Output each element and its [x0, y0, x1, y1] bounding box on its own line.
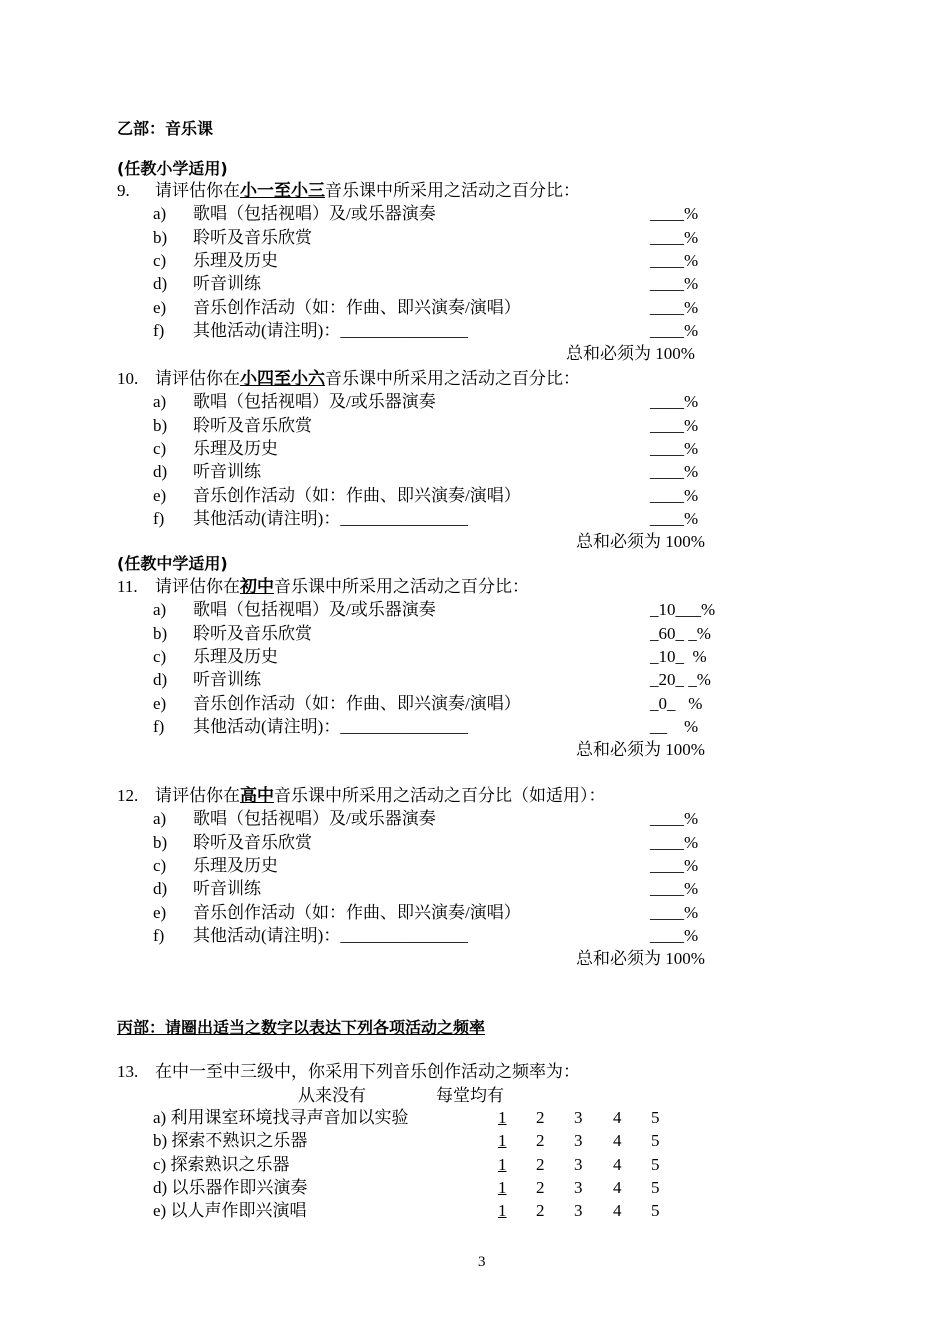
- activity-label: 聆听及音乐欣赏: [193, 832, 312, 852]
- scale-option-2[interactable]: 2: [536, 1177, 545, 1197]
- question-prefix: 请评估你在: [155, 369, 240, 388]
- item-letter: c): [153, 438, 167, 458]
- scale-option-5[interactable]: 5: [651, 1177, 660, 1197]
- activity-label: 歌唱（包括视唱）及/或乐器演奏: [193, 809, 436, 829]
- scale-low-label: 从来没有: [298, 1086, 366, 1105]
- question-number: 9.: [117, 181, 130, 200]
- activity-label: 音乐创作活动（如：作曲、即兴演奏/演唱）: [193, 297, 521, 317]
- percent-answer[interactable]: ____%: [650, 392, 699, 412]
- activity-label: 其他活动(请注明)：_______________: [193, 320, 468, 340]
- item-letter: e): [153, 693, 167, 713]
- scale-option-3[interactable]: 3: [574, 1131, 583, 1151]
- question-suffix: 音乐课中所采用之活动之百分比：: [274, 577, 529, 596]
- percent-answer[interactable]: ____%: [650, 297, 699, 317]
- question-number: 12.: [117, 786, 139, 805]
- item-letter: a): [153, 600, 167, 620]
- percent-answer[interactable]: ____%: [650, 204, 699, 224]
- grade-level: 高中: [240, 786, 274, 806]
- question-4-stem: [117, 785, 606, 807]
- scale-option-1[interactable]: 1: [498, 1108, 507, 1127]
- activity-label: 音乐创作活动（如：作曲、即兴演奏/演唱）: [193, 485, 521, 505]
- item-letter: b): [153, 415, 168, 435]
- percent-answer[interactable]: _60_ _%: [650, 623, 711, 643]
- item-letter: d): [153, 879, 168, 899]
- question-suffix: 音乐课中所采用之活动之百分比（如适用）：: [274, 786, 606, 805]
- item-letter: c): [153, 855, 167, 875]
- percent-answer[interactable]: ____%: [650, 508, 699, 528]
- item-letter: f): [153, 508, 165, 528]
- section-c-title: 丙部：请圈出适当之数字以表达下列各项活动之频率: [117, 1018, 486, 1037]
- item-letter: a): [153, 392, 167, 412]
- percent-answer[interactable]: ____%: [650, 320, 699, 340]
- activity-label: 乐理及历史: [193, 646, 278, 666]
- scale-option-3[interactable]: 3: [574, 1177, 583, 1197]
- scale-option-4[interactable]: 4: [613, 1131, 622, 1151]
- section-b-title: 乙部：音乐课: [117, 119, 214, 138]
- item-letter: b): [153, 227, 168, 247]
- percent-answer[interactable]: ____%: [650, 832, 699, 852]
- scale-option-3[interactable]: 3: [574, 1201, 583, 1221]
- percent-answer[interactable]: ____%: [650, 462, 699, 482]
- activity-label: 其他活动(请注明)：_______________: [193, 925, 468, 945]
- item-letter: f): [153, 320, 165, 340]
- page-number: 3: [478, 1254, 486, 1270]
- activity-label: 聆听及音乐欣赏: [193, 227, 312, 247]
- question-3-stem: [117, 576, 529, 598]
- item-letter: f): [153, 925, 165, 945]
- item-letter: a): [153, 204, 167, 224]
- frequency-item: b) 探索不熟识之乐器: [153, 1131, 308, 1151]
- q13-number: 13.: [117, 1062, 139, 1081]
- activity-label: 歌唱（包括视唱）及/或乐器演奏: [193, 392, 436, 412]
- percent-answer[interactable]: ____%: [650, 879, 699, 899]
- scale-option-1[interactable]: 1: [498, 1154, 507, 1174]
- item-letter: b): [153, 832, 168, 852]
- percent-answer[interactable]: ____%: [650, 809, 699, 829]
- activity-label: 音乐创作活动（如：作曲、即兴演奏/演唱）: [193, 902, 521, 922]
- percent-answer[interactable]: ____%: [650, 274, 699, 294]
- scale-high-label: 每堂均有: [436, 1086, 504, 1105]
- grade-level: 初中: [240, 577, 274, 597]
- scale-option-2[interactable]: 2: [536, 1131, 545, 1151]
- grade-level: 小一至小三: [240, 181, 325, 201]
- frequency-item: c) 探索熟识之乐器: [153, 1154, 290, 1174]
- percent-answer[interactable]: _10_ %: [650, 646, 707, 666]
- activity-label: 聆听及音乐欣赏: [193, 415, 312, 435]
- question-prefix: 请评估你在: [155, 577, 240, 596]
- item-letter: d): [153, 670, 168, 690]
- percent-answer[interactable]: __ %: [650, 716, 699, 736]
- scale-option-1[interactable]: 1: [498, 1131, 507, 1151]
- question-2-stem: [117, 368, 580, 390]
- scale-option-4[interactable]: 4: [613, 1201, 622, 1221]
- activity-label: 其他活动(请注明)：_______________: [193, 508, 468, 528]
- question-number: 10.: [117, 369, 139, 388]
- percent-answer[interactable]: _0_ %: [650, 693, 703, 713]
- primary-note: (任教小学适用): [117, 159, 228, 178]
- activity-label: 乐理及历史: [193, 438, 278, 458]
- item-letter: b): [153, 623, 168, 643]
- grade-level: 小四至小六: [240, 369, 325, 389]
- percent-answer[interactable]: ____%: [650, 438, 699, 458]
- activity-label: 听音训练: [193, 879, 261, 899]
- activity-label: 乐理及历史: [193, 250, 278, 270]
- scale-option-5[interactable]: 5: [651, 1154, 660, 1174]
- scale-option-4[interactable]: 4: [613, 1154, 622, 1174]
- activity-label: 歌唱（包括视唱）及/或乐器演奏: [193, 204, 436, 224]
- question-prefix: 请评估你在: [155, 181, 240, 200]
- scale-option-3[interactable]: 3: [574, 1108, 583, 1127]
- percent-answer[interactable]: ____%: [650, 415, 699, 435]
- secondary-note: (任教中学适用): [117, 554, 228, 573]
- percent-answer[interactable]: _20_ _%: [650, 670, 711, 690]
- frequency-item: e) 以人声作即兴演唱: [153, 1201, 307, 1221]
- question-1-stem: [117, 180, 580, 202]
- item-letter: d): [153, 274, 168, 294]
- scale-option-5[interactable]: 5: [651, 1131, 660, 1151]
- percent-answer[interactable]: ____%: [650, 250, 699, 270]
- question-number: 11.: [117, 577, 138, 596]
- activity-label: 音乐创作活动（如：作曲、即兴演奏/演唱）: [193, 693, 521, 713]
- activity-label: 听音训练: [193, 274, 261, 294]
- activity-label: 听音训练: [193, 670, 261, 690]
- total-note: 总和必须为 100%: [576, 532, 705, 552]
- activity-label: 听音训练: [193, 462, 261, 482]
- activity-label: 歌唱（包括视唱）及/或乐器演奏: [193, 600, 436, 620]
- item-letter: d): [153, 462, 168, 482]
- question-prefix: 请评估你在: [155, 786, 240, 805]
- item-letter: e): [153, 902, 167, 922]
- item-letter: c): [153, 250, 167, 270]
- item-letter: e): [153, 485, 167, 505]
- percent-answer[interactable]: _10___%: [650, 600, 716, 620]
- item-letter: f): [153, 716, 165, 736]
- percent-answer[interactable]: ____%: [650, 902, 699, 922]
- question-suffix: 音乐课中所采用之活动之百分比：: [325, 181, 580, 200]
- scale-option-5[interactable]: 5: [651, 1108, 660, 1127]
- scale-option-4[interactable]: 4: [613, 1108, 622, 1127]
- item-letter: c): [153, 646, 167, 666]
- frequency-item: d) 以乐器作即兴演奏: [153, 1177, 308, 1197]
- percent-answer[interactable]: ____%: [650, 855, 699, 875]
- item-letter: a): [153, 809, 167, 829]
- scale-option-3[interactable]: 3: [574, 1154, 583, 1174]
- total-note: 总和必须为 100%: [576, 949, 705, 969]
- percent-answer[interactable]: ____%: [650, 227, 699, 247]
- total-note: 总和必须为 100%: [576, 740, 705, 760]
- q13-text: 在中一至中三级中，你采用下列音乐创作活动之频率为：: [155, 1062, 580, 1081]
- frequency-item: a) 利用课室环境找寻声音加以实验: [153, 1108, 409, 1127]
- scale-option-4[interactable]: 4: [613, 1177, 622, 1197]
- total-note: 总和必须为 100%: [566, 344, 695, 364]
- scale-option-1[interactable]: 1: [498, 1201, 507, 1221]
- scale-option-5[interactable]: 5: [651, 1201, 660, 1221]
- scale-option-2[interactable]: 2: [536, 1154, 545, 1174]
- question-suffix: 音乐课中所采用之活动之百分比：: [325, 369, 580, 388]
- activity-label: 其他活动(请注明)：_______________: [193, 716, 468, 736]
- percent-answer[interactable]: ____%: [650, 925, 699, 945]
- scale-option-2[interactable]: 2: [536, 1201, 545, 1221]
- item-letter: e): [153, 297, 167, 317]
- percent-answer[interactable]: ____%: [650, 485, 699, 505]
- activity-label: 聆听及音乐欣赏: [193, 623, 312, 643]
- activity-label: 乐理及历史: [193, 855, 278, 875]
- scale-option-1[interactable]: 1: [498, 1177, 507, 1197]
- scale-option-2[interactable]: 2: [536, 1108, 545, 1127]
